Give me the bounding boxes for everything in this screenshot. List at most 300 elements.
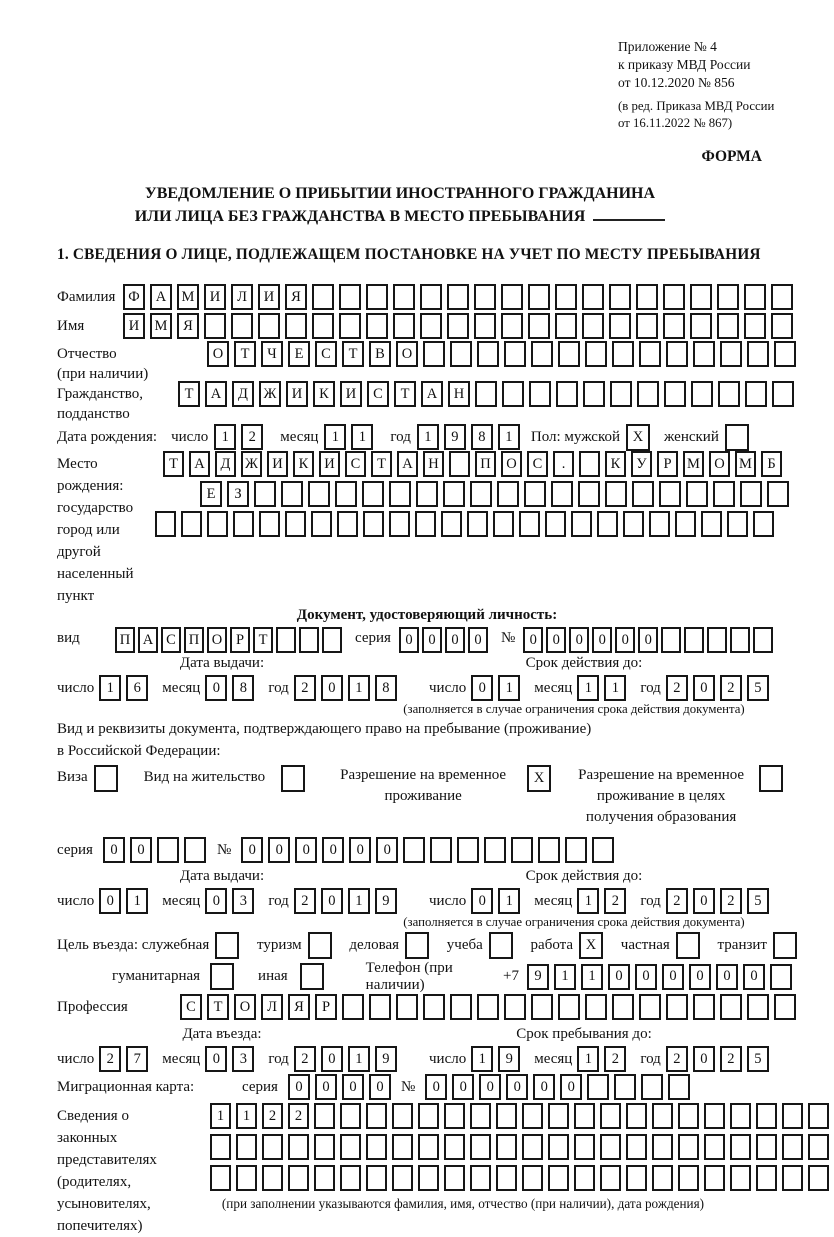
form-cell[interactable] — [740, 481, 762, 507]
form-cell[interactable] — [592, 837, 614, 863]
form-cell[interactable] — [392, 1103, 413, 1129]
form-cell[interactable] — [686, 481, 708, 507]
form-cell[interactable]: 1 — [577, 888, 599, 914]
form-cell[interactable]: 0 — [422, 627, 442, 653]
form-cell[interactable] — [423, 341, 445, 367]
form-cell[interactable]: 1 — [417, 424, 439, 450]
form-cell[interactable] — [582, 284, 604, 310]
form-cell[interactable] — [690, 313, 712, 339]
form-cell[interactable] — [730, 627, 750, 653]
form-cell[interactable]: Д — [215, 451, 236, 477]
form-cell[interactable] — [652, 1103, 673, 1129]
form-cell[interactable]: Л — [261, 994, 283, 1020]
form-cell[interactable]: 1 — [471, 1046, 493, 1072]
form-cell[interactable] — [659, 481, 681, 507]
form-cell[interactable]: С — [345, 451, 366, 477]
form-cell[interactable] — [511, 837, 533, 863]
form-cell[interactable] — [555, 313, 577, 339]
form-cell[interactable] — [444, 1165, 465, 1191]
form-cell[interactable]: Т — [163, 451, 184, 477]
form-cell[interactable] — [678, 1134, 699, 1160]
form-cell[interactable] — [470, 1103, 491, 1129]
form-cell[interactable]: Л — [231, 284, 253, 310]
form-cell[interactable]: О — [234, 994, 256, 1020]
form-cell[interactable] — [233, 511, 254, 537]
form-cell[interactable]: 0 — [425, 1074, 447, 1100]
form-cell[interactable]: 2 — [99, 1046, 121, 1072]
form-cell[interactable]: 0 — [241, 837, 263, 863]
form-cell[interactable]: Т — [178, 381, 200, 407]
form-cell[interactable]: 0 — [743, 964, 765, 990]
form-cell[interactable]: Р — [315, 994, 337, 1020]
form-cell[interactable]: И — [123, 313, 145, 339]
form-cell[interactable] — [718, 381, 740, 407]
form-cell[interactable]: Н — [423, 451, 444, 477]
form-cell[interactable]: Ч — [261, 341, 283, 367]
form-cell[interactable]: 2 — [666, 888, 688, 914]
form-cell[interactable] — [661, 627, 681, 653]
form-cell[interactable] — [770, 964, 792, 990]
form-cell[interactable]: 5 — [747, 888, 769, 914]
form-cell[interactable]: И — [267, 451, 288, 477]
form-cell[interactable]: 8 — [471, 424, 493, 450]
form-cell[interactable] — [578, 481, 600, 507]
form-cell[interactable] — [730, 1165, 751, 1191]
form-cell[interactable] — [314, 1165, 335, 1191]
form-cell[interactable]: В — [369, 341, 391, 367]
form-cell[interactable] — [418, 1103, 439, 1129]
form-cell[interactable] — [423, 994, 445, 1020]
form-cell[interactable] — [626, 1165, 647, 1191]
form-cell[interactable] — [470, 1165, 491, 1191]
form-cell[interactable] — [392, 1165, 413, 1191]
form-cell[interactable] — [767, 481, 789, 507]
form-cell[interactable] — [652, 1165, 673, 1191]
form-cell[interactable]: 0 — [288, 1074, 310, 1100]
form-cell[interactable]: А — [138, 627, 158, 653]
form-cell[interactable] — [555, 284, 577, 310]
form-cell[interactable]: 0 — [479, 1074, 501, 1100]
form-cell[interactable]: Т — [253, 627, 273, 653]
form-cell[interactable]: 5 — [747, 1046, 769, 1072]
form-cell[interactable]: 2 — [294, 675, 316, 701]
form-cell[interactable] — [639, 994, 661, 1020]
form-cell[interactable]: 1 — [581, 964, 603, 990]
form-cell[interactable]: Р — [230, 627, 250, 653]
form-cell[interactable] — [582, 313, 604, 339]
form-cell[interactable] — [565, 837, 587, 863]
form-cell[interactable]: 1 — [498, 675, 520, 701]
form-cell[interactable] — [668, 1074, 690, 1100]
form-cell[interactable] — [666, 994, 688, 1020]
form-cell[interactable] — [236, 1134, 257, 1160]
form-cell[interactable]: Р — [657, 451, 678, 477]
form-cell[interactable] — [717, 313, 739, 339]
form-cell[interactable]: 0 — [268, 837, 290, 863]
form-cell[interactable] — [470, 481, 492, 507]
form-cell[interactable]: С — [527, 451, 548, 477]
form-cell[interactable] — [236, 1165, 257, 1191]
form-cell[interactable] — [747, 994, 769, 1020]
form-cell[interactable] — [600, 1134, 621, 1160]
form-cell[interactable] — [808, 1165, 829, 1191]
form-cell[interactable]: Я — [177, 313, 199, 339]
form-cell[interactable]: 2 — [604, 1046, 626, 1072]
form-cell[interactable] — [529, 381, 551, 407]
form-cell[interactable] — [477, 341, 499, 367]
form-cell[interactable]: 0 — [349, 837, 371, 863]
form-cell[interactable]: О — [501, 451, 522, 477]
form-cell[interactable] — [720, 341, 742, 367]
form-cell[interactable] — [314, 1103, 335, 1129]
form-cell[interactable] — [756, 1134, 777, 1160]
form-cell[interactable] — [538, 837, 560, 863]
form-cell[interactable]: 1 — [236, 1103, 257, 1129]
form-cell[interactable] — [493, 511, 514, 537]
form-cell[interactable] — [443, 481, 465, 507]
form-cell[interactable] — [299, 627, 319, 653]
form-cell[interactable]: 0 — [103, 837, 125, 863]
form-cell[interactable] — [636, 313, 658, 339]
form-cell[interactable] — [389, 511, 410, 537]
form-cell[interactable]: 9 — [444, 424, 466, 450]
form-cell[interactable] — [207, 511, 228, 537]
form-cell[interactable]: 2 — [262, 1103, 283, 1129]
form-cell[interactable] — [744, 313, 766, 339]
form-cell[interactable]: 0 — [523, 627, 543, 653]
form-cell[interactable] — [363, 511, 384, 537]
form-cell[interactable] — [693, 341, 715, 367]
form-cell[interactable] — [704, 1134, 725, 1160]
form-cell[interactable] — [558, 994, 580, 1020]
form-cell[interactable]: Б — [761, 451, 782, 477]
form-cell[interactable] — [579, 451, 600, 477]
form-cell[interactable]: 0 — [471, 675, 493, 701]
form-cell[interactable]: 3 — [232, 1046, 254, 1072]
form-cell[interactable]: . — [553, 451, 574, 477]
form-cell[interactable] — [366, 1103, 387, 1129]
form-cell[interactable]: Н — [448, 381, 470, 407]
form-cell[interactable]: 0 — [321, 675, 343, 701]
form-cell[interactable] — [585, 341, 607, 367]
form-cell[interactable]: 0 — [452, 1074, 474, 1100]
form-cell[interactable]: 2 — [666, 675, 688, 701]
form-cell[interactable] — [782, 1134, 803, 1160]
form-cell[interactable] — [497, 481, 519, 507]
form-cell[interactable] — [636, 284, 658, 310]
form-cell[interactable]: С — [161, 627, 181, 653]
form-cell[interactable] — [717, 284, 739, 310]
form-cell[interactable] — [418, 1134, 439, 1160]
form-cell[interactable] — [771, 313, 793, 339]
form-cell[interactable]: 0 — [693, 675, 715, 701]
form-cell[interactable]: О — [207, 627, 227, 653]
form-cell[interactable] — [496, 1103, 517, 1129]
form-cell[interactable]: И — [204, 284, 226, 310]
form-cell[interactable] — [639, 341, 661, 367]
form-cell[interactable] — [774, 994, 796, 1020]
form-cell[interactable] — [405, 932, 429, 959]
form-cell[interactable]: 1 — [351, 424, 373, 450]
form-cell[interactable] — [730, 1134, 751, 1160]
form-cell[interactable] — [605, 481, 627, 507]
form-cell[interactable] — [600, 1165, 621, 1191]
form-cell[interactable] — [609, 284, 631, 310]
form-cell[interactable]: 0 — [471, 888, 493, 914]
form-cell[interactable]: З — [227, 481, 249, 507]
form-cell[interactable] — [340, 1103, 361, 1129]
form-cell[interactable]: М — [735, 451, 756, 477]
form-cell[interactable] — [475, 381, 497, 407]
form-cell[interactable] — [725, 424, 749, 451]
form-cell[interactable] — [684, 627, 704, 653]
form-cell[interactable] — [545, 511, 566, 537]
form-cell[interactable] — [184, 837, 206, 863]
form-cell[interactable] — [340, 1134, 361, 1160]
form-cell[interactable] — [756, 1103, 777, 1129]
form-cell[interactable] — [322, 627, 342, 653]
form-cell[interactable] — [444, 1103, 465, 1129]
form-cell[interactable] — [210, 1165, 231, 1191]
form-cell[interactable] — [496, 1134, 517, 1160]
form-cell[interactable]: О — [709, 451, 730, 477]
form-cell[interactable]: 0 — [615, 627, 635, 653]
form-cell[interactable] — [470, 1134, 491, 1160]
form-cell[interactable]: 1 — [348, 675, 370, 701]
form-cell[interactable] — [808, 1103, 829, 1129]
form-cell[interactable] — [678, 1103, 699, 1129]
form-cell[interactable] — [693, 994, 715, 1020]
form-cell[interactable] — [430, 837, 452, 863]
form-cell[interactable] — [312, 313, 334, 339]
form-cell[interactable] — [444, 1134, 465, 1160]
form-cell[interactable] — [664, 381, 686, 407]
form-cell[interactable]: А — [150, 284, 172, 310]
form-cell[interactable] — [259, 511, 280, 537]
form-cell[interactable] — [548, 1103, 569, 1129]
form-cell[interactable]: 1 — [498, 424, 520, 450]
form-cell[interactable]: С — [367, 381, 389, 407]
form-cell[interactable]: 0 — [693, 1046, 715, 1072]
form-cell[interactable]: О — [396, 341, 418, 367]
form-cell[interactable] — [522, 1103, 543, 1129]
form-cell[interactable] — [335, 481, 357, 507]
form-cell[interactable] — [771, 284, 793, 310]
form-cell[interactable] — [691, 381, 713, 407]
form-cell[interactable]: Ж — [241, 451, 262, 477]
form-cell[interactable] — [389, 481, 411, 507]
form-cell[interactable]: 0 — [569, 627, 589, 653]
form-cell[interactable]: М — [683, 451, 704, 477]
form-cell[interactable]: Т — [207, 994, 229, 1020]
form-cell[interactable] — [614, 1074, 636, 1100]
form-cell[interactable] — [704, 1165, 725, 1191]
form-cell[interactable] — [314, 1134, 335, 1160]
form-cell[interactable] — [474, 313, 496, 339]
form-cell[interactable] — [690, 284, 712, 310]
form-cell[interactable] — [574, 1134, 595, 1160]
form-cell[interactable]: 2 — [720, 888, 742, 914]
form-cell[interactable]: А — [189, 451, 210, 477]
form-cell[interactable]: 0 — [205, 888, 227, 914]
form-cell[interactable] — [393, 313, 415, 339]
form-cell[interactable] — [753, 511, 774, 537]
form-cell[interactable] — [637, 381, 659, 407]
form-cell[interactable] — [362, 481, 384, 507]
form-cell[interactable] — [258, 313, 280, 339]
form-cell[interactable] — [610, 381, 632, 407]
form-cell[interactable] — [745, 381, 767, 407]
form-cell[interactable]: Т — [234, 341, 256, 367]
form-cell[interactable]: 9 — [375, 888, 397, 914]
form-cell[interactable]: 0 — [635, 964, 657, 990]
form-cell[interactable]: И — [258, 284, 280, 310]
form-cell[interactable] — [612, 994, 634, 1020]
form-cell[interactable] — [504, 994, 526, 1020]
form-cell[interactable]: X — [527, 765, 551, 792]
form-cell[interactable]: С — [315, 341, 337, 367]
form-cell[interactable]: 1 — [99, 675, 121, 701]
form-cell[interactable] — [415, 511, 436, 537]
form-cell[interactable] — [597, 511, 618, 537]
form-cell[interactable]: 0 — [315, 1074, 337, 1100]
form-cell[interactable]: 9 — [527, 964, 549, 990]
form-cell[interactable]: П — [475, 451, 496, 477]
form-cell[interactable]: 9 — [375, 1046, 397, 1072]
form-cell[interactable]: К — [313, 381, 335, 407]
form-cell[interactable] — [210, 963, 234, 990]
form-cell[interactable]: 0 — [546, 627, 566, 653]
form-cell[interactable]: Т — [342, 341, 364, 367]
form-cell[interactable]: П — [184, 627, 204, 653]
form-cell[interactable] — [556, 381, 578, 407]
form-cell[interactable] — [626, 1103, 647, 1129]
form-cell[interactable] — [311, 511, 332, 537]
form-cell[interactable]: 1 — [214, 424, 236, 450]
form-cell[interactable] — [720, 994, 742, 1020]
form-cell[interactable] — [782, 1103, 803, 1129]
form-cell[interactable]: Я — [285, 284, 307, 310]
form-cell[interactable]: X — [579, 932, 603, 959]
form-cell[interactable]: 2 — [604, 888, 626, 914]
form-cell[interactable] — [262, 1165, 283, 1191]
form-cell[interactable] — [528, 284, 550, 310]
form-cell[interactable] — [308, 932, 332, 959]
form-cell[interactable]: И — [319, 451, 340, 477]
form-cell[interactable]: 1 — [498, 888, 520, 914]
form-cell[interactable] — [288, 1165, 309, 1191]
form-cell[interactable] — [449, 451, 470, 477]
form-cell[interactable] — [747, 341, 769, 367]
form-cell[interactable]: 0 — [560, 1074, 582, 1100]
form-cell[interactable] — [504, 341, 526, 367]
form-cell[interactable] — [548, 1165, 569, 1191]
form-cell[interactable] — [393, 284, 415, 310]
form-cell[interactable] — [281, 765, 305, 792]
form-cell[interactable] — [626, 1134, 647, 1160]
form-cell[interactable]: 0 — [533, 1074, 555, 1100]
form-cell[interactable]: А — [397, 451, 418, 477]
form-cell[interactable] — [489, 932, 513, 959]
form-cell[interactable]: 0 — [468, 627, 488, 653]
form-cell[interactable] — [759, 765, 783, 792]
form-cell[interactable] — [612, 341, 634, 367]
form-cell[interactable]: Ж — [259, 381, 281, 407]
form-cell[interactable] — [676, 932, 700, 959]
form-cell[interactable] — [524, 481, 546, 507]
form-cell[interactable] — [366, 284, 388, 310]
form-cell[interactable]: 2 — [720, 1046, 742, 1072]
form-cell[interactable] — [366, 313, 388, 339]
form-cell[interactable] — [571, 511, 592, 537]
form-cell[interactable] — [262, 1134, 283, 1160]
form-cell[interactable] — [583, 381, 605, 407]
form-cell[interactable] — [551, 481, 573, 507]
form-cell[interactable]: 0 — [130, 837, 152, 863]
form-cell[interactable] — [701, 511, 722, 537]
form-cell[interactable]: 0 — [445, 627, 465, 653]
form-cell[interactable] — [548, 1134, 569, 1160]
form-cell[interactable] — [713, 481, 735, 507]
form-cell[interactable] — [663, 284, 685, 310]
form-cell[interactable] — [522, 1165, 543, 1191]
form-cell[interactable]: 0 — [608, 964, 630, 990]
form-cell[interactable] — [501, 313, 523, 339]
form-cell[interactable] — [369, 994, 391, 1020]
form-cell[interactable] — [641, 1074, 663, 1100]
form-cell[interactable] — [254, 481, 276, 507]
form-cell[interactable] — [632, 481, 654, 507]
form-cell[interactable] — [587, 1074, 609, 1100]
form-cell[interactable] — [675, 511, 696, 537]
form-cell[interactable]: 1 — [348, 1046, 370, 1072]
form-cell[interactable]: 1 — [577, 1046, 599, 1072]
form-cell[interactable] — [501, 284, 523, 310]
form-cell[interactable]: 2 — [666, 1046, 688, 1072]
form-cell[interactable]: У — [631, 451, 652, 477]
form-cell[interactable]: К — [605, 451, 626, 477]
form-cell[interactable] — [94, 765, 118, 792]
form-cell[interactable] — [366, 1165, 387, 1191]
form-cell[interactable]: 0 — [638, 627, 658, 653]
form-cell[interactable] — [366, 1134, 387, 1160]
form-cell[interactable]: Ф — [123, 284, 145, 310]
form-cell[interactable]: 0 — [321, 888, 343, 914]
form-cell[interactable] — [477, 994, 499, 1020]
form-cell[interactable]: 1 — [348, 888, 370, 914]
form-cell[interactable] — [744, 284, 766, 310]
form-cell[interactable]: Е — [200, 481, 222, 507]
form-cell[interactable] — [704, 1103, 725, 1129]
form-cell[interactable] — [574, 1103, 595, 1129]
form-cell[interactable]: 0 — [716, 964, 738, 990]
form-cell[interactable] — [756, 1165, 777, 1191]
form-cell[interactable]: 0 — [369, 1074, 391, 1100]
form-cell[interactable] — [772, 381, 794, 407]
form-cell[interactable]: М — [150, 313, 172, 339]
form-cell[interactable]: 0 — [693, 888, 715, 914]
form-cell[interactable] — [773, 932, 797, 959]
form-cell[interactable]: 0 — [342, 1074, 364, 1100]
form-cell[interactable]: М — [177, 284, 199, 310]
form-cell[interactable] — [420, 313, 442, 339]
form-cell[interactable] — [558, 341, 580, 367]
form-cell[interactable]: 0 — [592, 627, 612, 653]
form-cell[interactable]: Д — [232, 381, 254, 407]
form-cell[interactable] — [392, 1134, 413, 1160]
form-cell[interactable] — [441, 511, 462, 537]
form-cell[interactable] — [649, 511, 670, 537]
